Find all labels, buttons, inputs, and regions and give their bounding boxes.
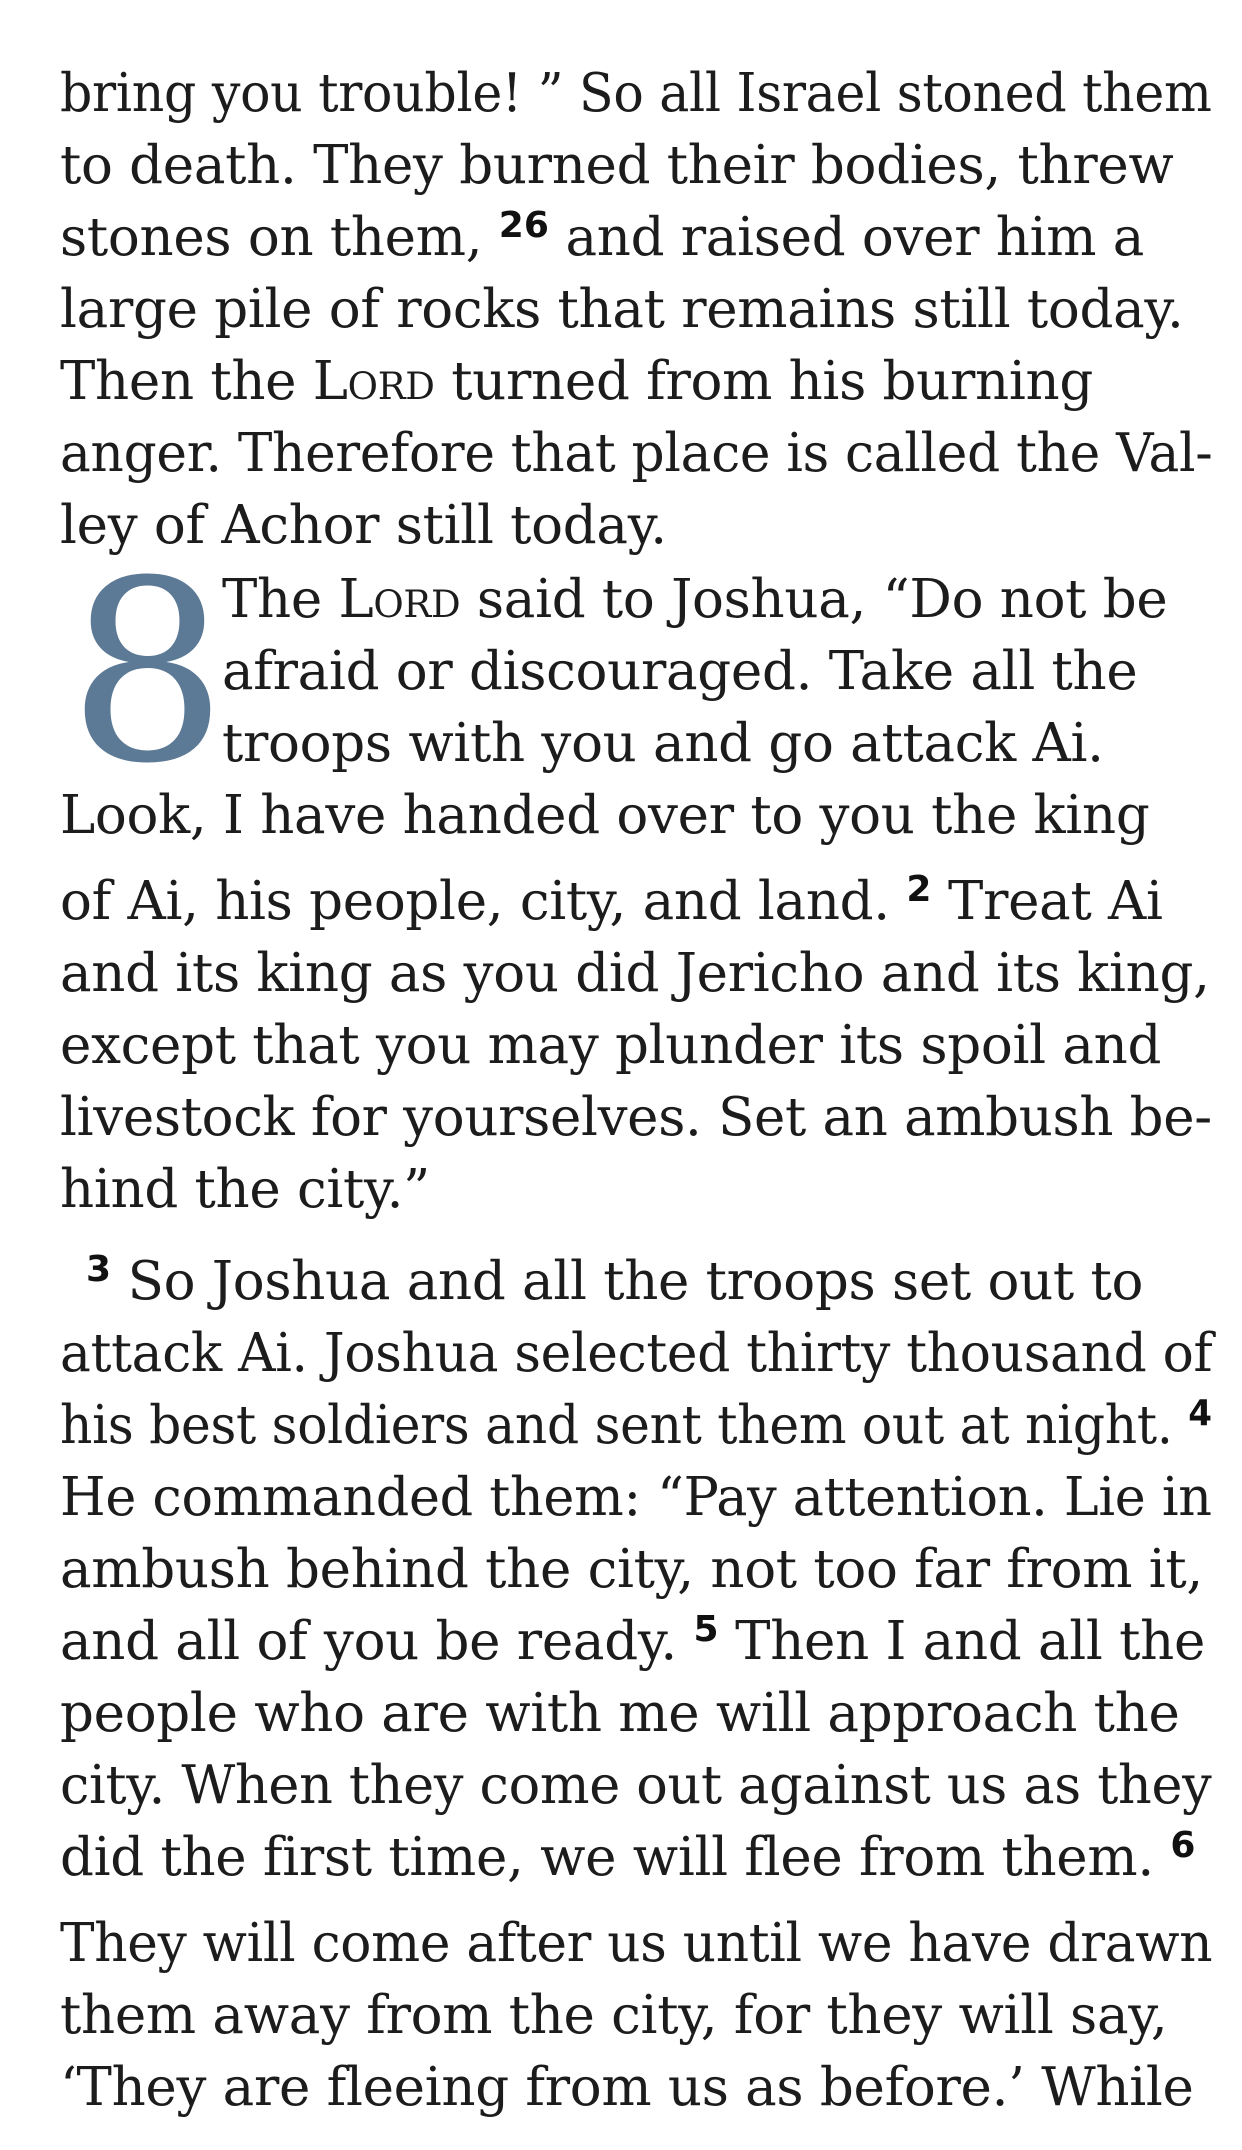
line-text: They will come after us until we have drawn (60, 1913, 1213, 1974)
text-line (60, 1010, 1161, 1082)
text-line (60, 1606, 1205, 1678)
text-line (60, 1082, 1212, 1154)
verse-number: 5 (693, 1609, 719, 1650)
text-line (60, 274, 1184, 346)
divine-name: Lord (338, 569, 461, 630)
text-line (60, 418, 1212, 490)
line-text: ‘They are fleeing from us as before.’ While (60, 2057, 1194, 2118)
text-line (60, 1908, 1212, 1980)
line-text: Then the (60, 351, 313, 412)
text-line (60, 2052, 1194, 2124)
text-line (60, 1534, 1203, 1606)
line-text: livestock for yourselves. Set an ambush be- (60, 1087, 1212, 1148)
line-text: people who are with me will approach the (60, 1683, 1180, 1744)
line-text: ley of Achor still today. (60, 495, 667, 556)
text-line (60, 1462, 1212, 1534)
line-text: of Ai, his people, city, and land. (60, 871, 907, 932)
line-text: turned from his burning (434, 351, 1093, 412)
line-text: his best soldiers and sent them out at night. (60, 1395, 1189, 1456)
text-line (222, 564, 1167, 636)
line-text: The (222, 569, 339, 630)
line-text: bring you trouble! ” So all Israel stoned them (60, 63, 1212, 124)
chapter-number: 8 (68, 527, 228, 818)
line-text: city. When they come out against us as they (60, 1755, 1212, 1816)
line-text: and all of you be ready. (60, 1611, 694, 1672)
line-text: to death. They burned their bodies, threw (60, 135, 1174, 196)
line-text: ambush behind the city, not too far from it, (60, 1539, 1203, 1600)
line-text: Then I and all the (718, 1611, 1206, 1672)
line-text: attack Ai. Joshua selected thirty thousand of (60, 1323, 1213, 1384)
text-line (60, 130, 1174, 202)
text-line (222, 708, 1104, 780)
text-line (60, 346, 1093, 418)
line-text: hind the city.” (60, 1159, 430, 1220)
text-line (60, 1390, 1212, 1462)
line-text: Treat Ai (931, 871, 1163, 932)
line-text: He commanded them: “Pay attention. Lie in (60, 1467, 1212, 1528)
line-text: Look, I have handed over to you the king (60, 785, 1150, 846)
text-line (60, 58, 1212, 130)
line-text: did the first time, we will flee from them. (60, 1827, 1171, 1888)
verse-number: 26 (498, 205, 549, 246)
line-text: said to Joshua, “Do not be (460, 569, 1168, 630)
line-text: afraid or discouraged. Take all the (222, 641, 1138, 702)
line-text: stones on them, (60, 207, 499, 268)
text-line (60, 1750, 1212, 1822)
line-text: and raised over him a (548, 207, 1145, 268)
verse-number: 2 (906, 869, 932, 910)
text-line (60, 1822, 1195, 1894)
divine-name: Lord (312, 351, 435, 412)
text-line (60, 1154, 430, 1226)
text-line (60, 1318, 1212, 1390)
line-text: troops with you and go attack Ai. (222, 713, 1104, 774)
text-line (60, 1678, 1180, 1750)
verse-number: 4 (1188, 1393, 1213, 1434)
text-line (60, 780, 1149, 852)
text-line (60, 938, 1210, 1010)
text-line (60, 202, 1144, 274)
line-text: large pile of rocks that remains still today. (60, 279, 1184, 340)
line-text: So Joshua and all the troops set out to (111, 1251, 1144, 1312)
text-line (60, 866, 1163, 938)
line-text: them away from the city, for they will say, (60, 1985, 1168, 2046)
line-text: except that you may plunder its spoil and (60, 1015, 1162, 1076)
text-line (222, 636, 1137, 708)
text-line (60, 1980, 1167, 2052)
line-text: anger. Therefore that place is called the Val- (60, 423, 1213, 484)
verse-number: 3 (86, 1249, 112, 1290)
line-text: and its king as you did Jericho and its king, (60, 943, 1210, 1004)
verse-number: 6 (1170, 1825, 1196, 1866)
text-line (86, 1246, 1143, 1318)
